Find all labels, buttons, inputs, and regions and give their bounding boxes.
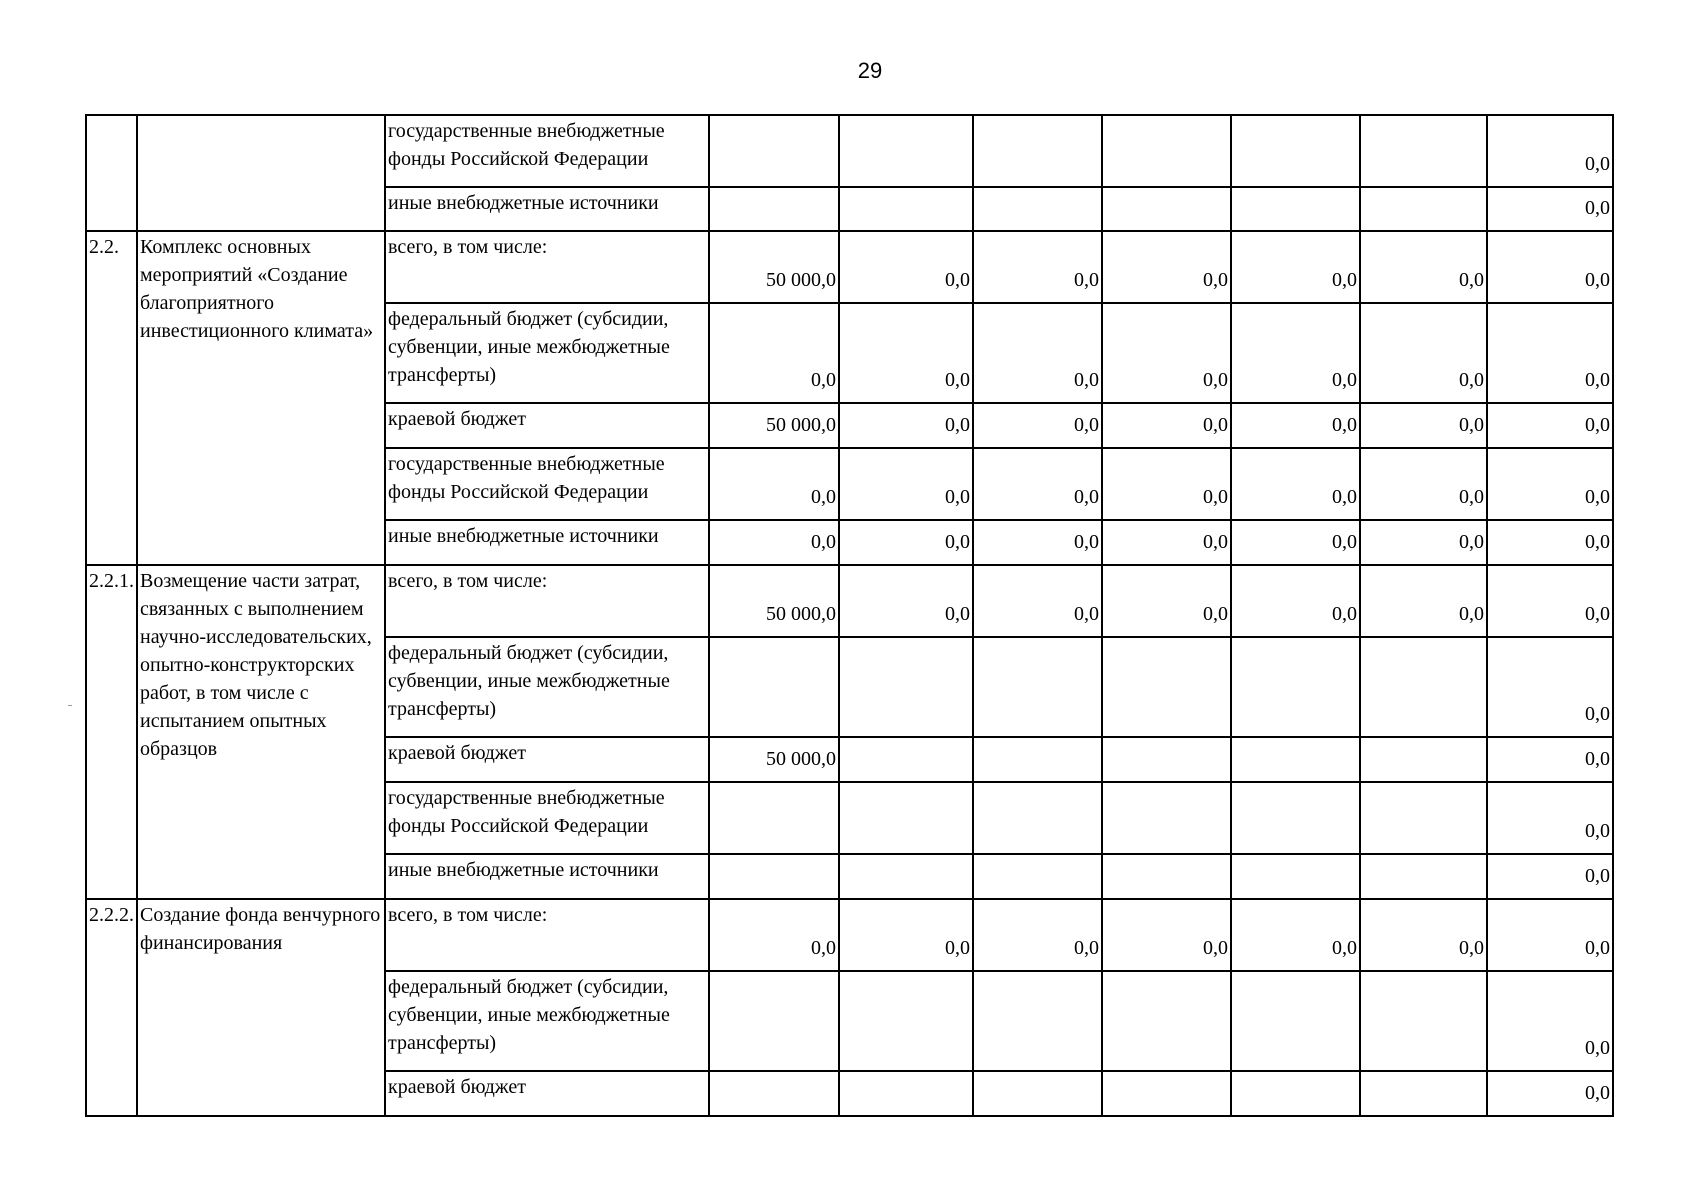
amount-cell: 0,0: [1360, 520, 1487, 565]
amount-cell: 0,0: [709, 303, 839, 403]
item-name: [137, 115, 385, 231]
amount-cell: 0,0: [1231, 403, 1360, 448]
amount-cell: [709, 187, 839, 231]
funding-source: государственные внебюджетные фонды Российской Федерации: [385, 782, 709, 854]
item-name: Возмещение части затрат, связанных с выполнением научно-исследовательских, опытно-конструкторских работ, в том числе с испытанием опытных образцов: [137, 565, 385, 899]
amount-cell: 0,0: [1102, 520, 1231, 565]
amount-cell: [839, 187, 973, 231]
amount-cell: [839, 971, 973, 1071]
amount-cell: [1102, 971, 1231, 1071]
amount-cell: [1102, 187, 1231, 231]
amount-cell: [1360, 1071, 1487, 1116]
amount-cell: [1360, 637, 1487, 737]
amount-cell: 0,0: [1102, 403, 1231, 448]
amount-cell: [1360, 737, 1487, 782]
amount-cell: 0,0: [839, 403, 973, 448]
amount-cell: [1360, 971, 1487, 1071]
amount-cell: 0,0: [709, 520, 839, 565]
amount-cell: 0,0: [973, 899, 1102, 971]
amount-cell: [1231, 115, 1360, 187]
amount-cell: [1360, 854, 1487, 899]
funding-source: краевой бюджет: [385, 1071, 709, 1116]
funding-source: краевой бюджет: [385, 403, 709, 448]
amount-cell: 0,0: [1102, 231, 1231, 303]
amount-cell: [839, 1071, 973, 1116]
amount-cell: 50 000,0: [709, 565, 839, 637]
amount-cell: 0,0: [1487, 520, 1613, 565]
amount-cell: 0,0: [1487, 448, 1613, 520]
amount-cell: 0,0: [1487, 187, 1613, 231]
amount-cell: [973, 1071, 1102, 1116]
amount-cell: [1360, 187, 1487, 231]
amount-cell: [839, 637, 973, 737]
amount-cell: 0,0: [1487, 782, 1613, 854]
item-index: 2.2.1.: [86, 565, 137, 899]
amount-cell: [973, 737, 1102, 782]
amount-cell: 0,0: [1231, 303, 1360, 403]
amount-cell: [1231, 782, 1360, 854]
amount-cell: 0,0: [1360, 231, 1487, 303]
amount-cell: [1231, 737, 1360, 782]
amount-cell: 0,0: [1487, 565, 1613, 637]
amount-cell: [1231, 1071, 1360, 1116]
item-index: 2.2.2.: [86, 899, 137, 1116]
amount-cell: 0,0: [839, 899, 973, 971]
amount-cell: [839, 782, 973, 854]
amount-cell: 0,0: [1102, 899, 1231, 971]
amount-cell: [973, 782, 1102, 854]
funding-source: государственные внебюджетные фонды Российской Федерации: [385, 115, 709, 187]
amount-cell: [709, 1071, 839, 1116]
funding-source: государственные внебюджетные фонды Российской Федерации: [385, 448, 709, 520]
amount-cell: 0,0: [973, 303, 1102, 403]
amount-cell: 0,0: [973, 403, 1102, 448]
table-row: [86, 899, 1613, 971]
amount-cell: 50 000,0: [709, 737, 839, 782]
funding-source: всего, в том числе:: [385, 231, 709, 303]
table-row: [86, 565, 1613, 637]
amount-cell: 0,0: [839, 565, 973, 637]
amount-cell: 0,0: [973, 520, 1102, 565]
amount-cell: 0,0: [839, 520, 973, 565]
amount-cell: 0,0: [1360, 403, 1487, 448]
amount-cell: 0,0: [1231, 899, 1360, 971]
funding-source: краевой бюджет: [385, 737, 709, 782]
amount-cell: [1360, 782, 1487, 854]
amount-cell: [1231, 637, 1360, 737]
amount-cell: [709, 782, 839, 854]
amount-cell: [973, 637, 1102, 737]
amount-cell: 0,0: [1231, 520, 1360, 565]
item-index: 2.2.: [86, 231, 137, 565]
amount-cell: 0,0: [839, 303, 973, 403]
amount-cell: [1231, 187, 1360, 231]
amount-cell: [1102, 115, 1231, 187]
funding-source: федеральный бюджет (субсидии, субвенции, иные межбюджетные трансферты): [385, 637, 709, 737]
amount-cell: 0,0: [1487, 1071, 1613, 1116]
table-row: [86, 115, 1613, 187]
amount-cell: 0,0: [1360, 448, 1487, 520]
scan-mark: [68, 705, 72, 706]
amount-cell: 0,0: [839, 231, 973, 303]
amount-cell: [973, 971, 1102, 1071]
amount-cell: 0,0: [1231, 448, 1360, 520]
amount-cell: 0,0: [709, 899, 839, 971]
funding-source: всего, в том числе:: [385, 565, 709, 637]
amount-cell: [1102, 1071, 1231, 1116]
amount-cell: 0,0: [839, 448, 973, 520]
amount-cell: 0,0: [1102, 565, 1231, 637]
amount-cell: 0,0: [1487, 303, 1613, 403]
amount-cell: 0,0: [973, 565, 1102, 637]
amount-cell: [1102, 854, 1231, 899]
amount-cell: 0,0: [1487, 971, 1613, 1071]
item-name: Создание фонда венчурного финансирования: [137, 899, 385, 1116]
amount-cell: 0,0: [1487, 403, 1613, 448]
amount-cell: [709, 854, 839, 899]
funding-source: иные внебюджетные источники: [385, 520, 709, 565]
item-index: [86, 115, 137, 231]
amount-cell: [973, 854, 1102, 899]
amount-cell: [973, 187, 1102, 231]
funding-source: всего, в том числе:: [385, 899, 709, 971]
funding-source: федеральный бюджет (субсидии, субвенции, иные межбюджетные трансферты): [385, 303, 709, 403]
amount-cell: [1102, 737, 1231, 782]
amount-cell: 0,0: [1487, 899, 1613, 971]
amount-cell: 0,0: [1360, 899, 1487, 971]
amount-cell: 0,0: [1360, 565, 1487, 637]
amount-cell: [1231, 971, 1360, 1071]
amount-cell: [839, 854, 973, 899]
amount-cell: [1102, 782, 1231, 854]
amount-cell: [1360, 115, 1487, 187]
amount-cell: 50 000,0: [709, 403, 839, 448]
amount-cell: 50 000,0: [709, 231, 839, 303]
item-name: Комплекс основных мероприятий «Создание благоприятного инвестиционного климата»: [137, 231, 385, 565]
amount-cell: [1231, 854, 1360, 899]
amount-cell: 0,0: [1487, 637, 1613, 737]
amount-cell: 0,0: [1102, 303, 1231, 403]
amount-cell: [709, 637, 839, 737]
amount-cell: 0,0: [1102, 448, 1231, 520]
amount-cell: 0,0: [973, 448, 1102, 520]
amount-cell: 0,0: [1487, 854, 1613, 899]
amount-cell: 0,0: [1487, 231, 1613, 303]
amount-cell: 0,0: [1360, 303, 1487, 403]
funding-source: федеральный бюджет (субсидии, субвенции, иные межбюджетные трансферты): [385, 971, 709, 1071]
amount-cell: [973, 115, 1102, 187]
amount-cell: 0,0: [1231, 565, 1360, 637]
amount-cell: [839, 737, 973, 782]
page-number: 29: [857, 58, 883, 83]
amount-cell: 0,0: [1487, 737, 1613, 782]
amount-cell: [709, 115, 839, 187]
amount-cell: 0,0: [973, 231, 1102, 303]
funding-source: иные внебюджетные источники: [385, 187, 709, 231]
amount-cell: [709, 971, 839, 1071]
amount-cell: 0,0: [1231, 231, 1360, 303]
table-row: [86, 231, 1613, 303]
budget-table: [85, 114, 1614, 1117]
amount-cell: [1102, 637, 1231, 737]
funding-source: иные внебюджетные источники: [385, 854, 709, 899]
amount-cell: 0,0: [709, 448, 839, 520]
amount-cell: 0,0: [1487, 115, 1613, 187]
amount-cell: [839, 115, 973, 187]
